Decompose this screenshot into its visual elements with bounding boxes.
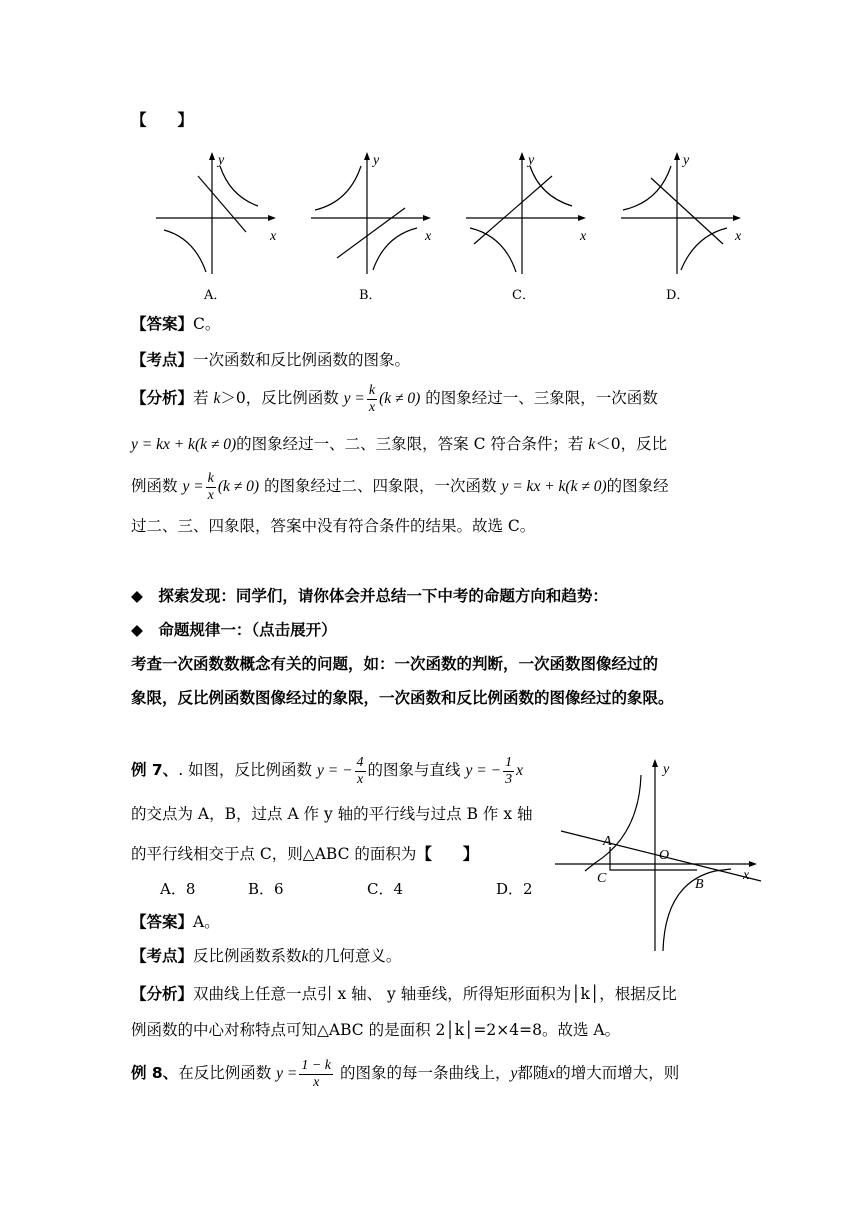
- ex7-line-2: 的交点为 A，B，过点 A 作 y 轴的平行线与过点 B 作 x 轴: [131, 805, 533, 823]
- hyperbola-branch: [220, 166, 258, 206]
- hyperbola-upper-left: [585, 775, 641, 871]
- fraction-k-over-x: $\frac{k}{x}$: [368, 382, 376, 415]
- ex7-point: 【考点】反比例函数系数k的几何意义。: [131, 947, 402, 965]
- triangle-legs: [610, 847, 697, 870]
- option-d-label: D．: [666, 288, 690, 303]
- answer-bracket: 【 】: [131, 111, 194, 129]
- svg-text:x: x: [735, 229, 742, 244]
- ex7-choice-c: C．4: [367, 880, 404, 898]
- point-text: 一次函数和反比例函数的图象。: [193, 351, 411, 369]
- x-label: x: [270, 229, 277, 244]
- point-a-label: A: [603, 834, 612, 849]
- analysis-line-1: 【分析】若 k＞0，反比例函数 y = $\frac{k}{x}$ (k ≠ 0) 的图象经过一、三象限，一次函数: [131, 382, 658, 415]
- point-b-label: B: [695, 877, 704, 892]
- svg-text:y: y: [683, 153, 690, 168]
- ex7-answer: 【答案】A。: [131, 913, 220, 931]
- point-c-label: C: [597, 871, 607, 886]
- svg-text:y: y: [373, 153, 380, 168]
- hyperbola-branch: [164, 230, 206, 272]
- point-line: [131, 348, 410, 372]
- ex7-line-1: 例 7、. 如图，反比例函数 y = − $\frac{4}{x}$ 的图象与直线 y = − $\frac{1}{3}$ x: [131, 754, 523, 787]
- explore-bullet-2[interactable]: ◆ 命题规律一：（点击展开）: [131, 621, 337, 639]
- answer-line: [131, 312, 220, 336]
- explore-paragraph-1: 考查一次函数数概念有关的问题，如：一次函数的判断，一次函数图像经过的: [131, 655, 659, 673]
- ex7-choice-b: B．6: [248, 880, 284, 898]
- analysis-line-3: 例函数 y = $\frac{k}{x}$ (k ≠ 0) 的图象经过二、四象限，一次函数 y = kx + k(k ≠ 0)的图象经: [131, 470, 669, 503]
- option-a-label: A．: [204, 288, 227, 303]
- svg-text:x: x: [425, 229, 432, 244]
- graph-d: [621, 152, 742, 274]
- svg-text:x: x: [580, 229, 587, 244]
- ex7-choice-a: A．8: [160, 880, 196, 898]
- graph-a: [156, 152, 277, 274]
- line: [198, 176, 246, 232]
- answer-value: C。: [193, 315, 221, 333]
- y-label: y: [218, 153, 225, 168]
- analysis-line-2: y = kx + k(k ≠ 0)的图象经过一、二、三象限，答案 C 符合条件；若 k＜0，反比: [131, 435, 668, 453]
- option-b-label: B．: [359, 288, 382, 303]
- option-graphs: [150, 148, 750, 278]
- graph-b: [311, 152, 432, 274]
- ex8-line-1: 例 8、在反比例函数 y = $\frac{1 - k}{x}$ 的图象的每一条曲线上，y都随x的增大而增大，则: [131, 1057, 680, 1090]
- explore-bullet-1: ◆ 探索发现：同学们，请你体会并总结一下中考的命题方向和趋势：: [131, 587, 608, 605]
- graph-c: [466, 152, 587, 274]
- origin-label: O: [659, 848, 670, 863]
- ex7-analysis-1: 【分析】双曲线上任意一点引 x 轴、 y 轴垂线，所得矩形面积为│k│，根据反比: [131, 985, 677, 1003]
- ex7-analysis-2: 例函数的中心对称特点可知△ABC 的是面积 2│k│=2×4=8。故选 A。: [131, 1021, 621, 1039]
- point-tag: 【考点】: [131, 351, 194, 369]
- ex7-figure: [555, 755, 765, 955]
- analysis-line-4: 过二、三、四象限，答案中没有符合条件的结果。故选 C。: [131, 517, 536, 535]
- answer-tag: 【答案】: [131, 315, 194, 333]
- ex7-line-3: 的平行线相交于点 C，则△ABC 的面积为【 】: [131, 845, 479, 863]
- x-label: x: [743, 868, 750, 883]
- y-label: y: [663, 762, 670, 777]
- option-c-label: C．: [512, 288, 535, 303]
- explore-paragraph-2: 象限，反比例函数图像经过的象限，一次函数和反比例函数的图像经过的象限。: [131, 689, 674, 707]
- svg-text:y: y: [528, 153, 535, 168]
- ex7-choice-d: D．2: [496, 880, 533, 898]
